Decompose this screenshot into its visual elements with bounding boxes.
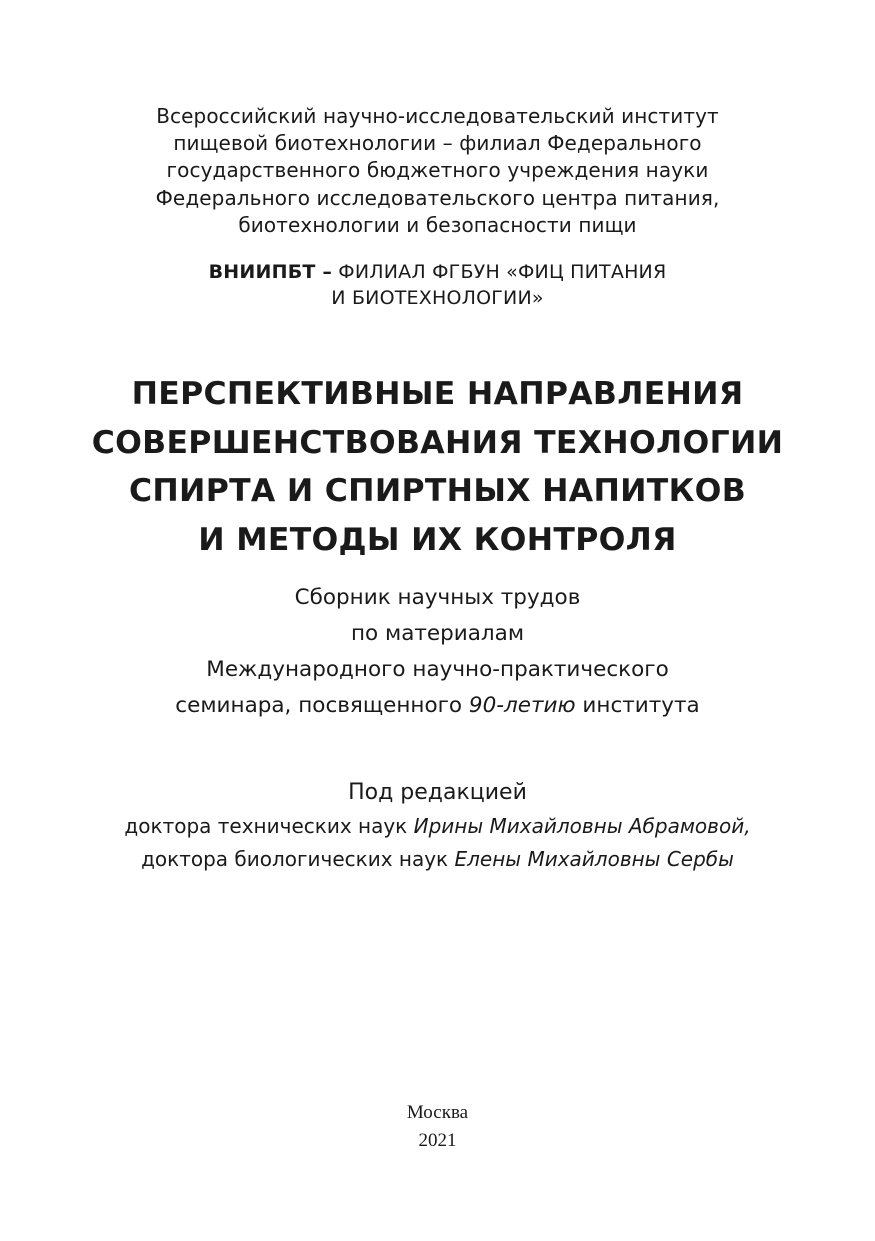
book-title	[0, 370, 875, 564]
abbreviation-rest: ФИЛИАЛ ФГБУН «ФИЦ ПИТАНИЯ	[332, 261, 667, 283]
title-line: ПЕРСПЕКТИВНЫЕ НАПРАВЛЕНИЯ	[131, 376, 744, 412]
subtitle-line: по материалам	[350, 621, 525, 646]
institute-line: биотехнологии и безопасности пищи	[238, 212, 637, 237]
imprint	[0, 1099, 875, 1155]
institute-name	[0, 103, 875, 239]
abbreviation-line-2: И БИОТЕХНОЛОГИИ»	[331, 287, 544, 309]
book-subtitle	[0, 580, 875, 724]
institute-line: Федерального исследовательского центра питания,	[155, 185, 720, 210]
title-line: И МЕТОДЫ ИХ КОНТРОЛЯ	[198, 521, 677, 558]
editor-name: Ирины Михайловны Абрамовой,	[413, 814, 751, 838]
title-line: СПИРТА И СПИРТНЫХ НАПИТКОВ	[128, 473, 747, 509]
title-line: СОВЕРШЕНСТВОВАНИЯ ТЕХНОЛОГИИ	[91, 424, 784, 461]
subtitle-line	[0, 688, 875, 724]
abbreviation-line-1	[0, 259, 875, 285]
subtitle-text: института	[575, 693, 700, 718]
editor-degree: доктора технических наук	[124, 814, 414, 838]
editors-heading: Под редакцией	[348, 780, 527, 805]
editor-line	[0, 810, 875, 843]
institute-abbreviation	[0, 259, 875, 311]
institute-line: государственного бюджетного учреждения науки	[166, 158, 709, 183]
editor-degree: доктора биологических наук	[141, 847, 455, 871]
editor-line	[0, 843, 875, 876]
editors-block	[0, 776, 875, 876]
imprint-city: Москва	[406, 1102, 469, 1123]
subtitle-line: Сборник научных трудов	[294, 585, 581, 610]
subtitle-text: семинара, посвященного	[175, 693, 469, 718]
abbreviation-short: ВНИИПБТ –	[208, 261, 333, 283]
institute-line: Всероссийский научно-исследовательский институт	[156, 104, 719, 128]
subtitle-line: Международного научно-практического	[206, 657, 669, 682]
institute-line: пищевой биотехнологии – филиал Федерального	[173, 131, 702, 156]
anniversary-text: 90-летию	[468, 693, 576, 718]
editor-name: Елены Михайловны Сербы	[454, 847, 734, 871]
imprint-year: 2021	[418, 1130, 457, 1151]
